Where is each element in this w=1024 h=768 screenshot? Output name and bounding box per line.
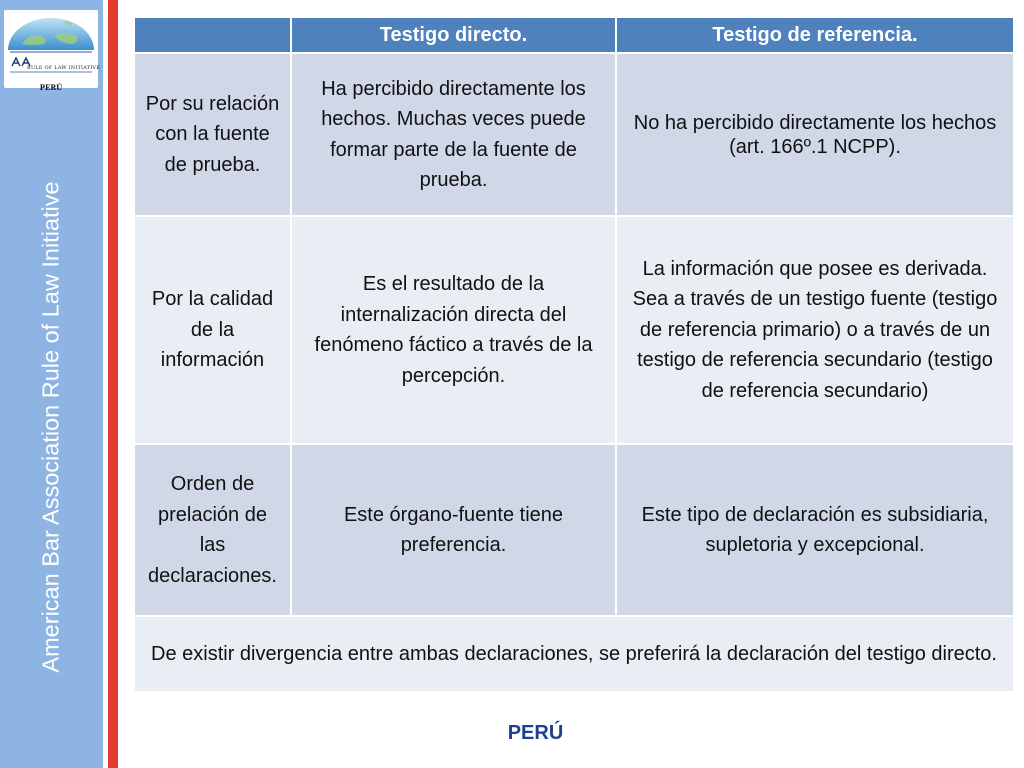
footer-country: PERÚ	[507, 722, 564, 744]
header-row	[134, 17, 1014, 53]
reference-cell: No ha percibido directamente los hechos (art. 166º.1 NCPP).	[616, 53, 1014, 216]
header-cell-direct: Testigo directo.	[291, 17, 616, 53]
globe-icon	[4, 10, 101, 88]
reference-cell: Este tipo de declaración es subsidiaria, supletoria y excepcional.	[616, 444, 1014, 616]
criterion-cell: Por la calidad de la información	[134, 216, 291, 444]
table-row	[134, 53, 1014, 216]
sidebar-accent-line	[108, 0, 118, 768]
logo-org-name: RULE OF LAW INITIATIVE	[27, 65, 101, 71]
vertical-title: American Bar Association Rule of Law Initiative	[37, 181, 64, 673]
header-cell-reference: Testigo de referencia.	[616, 17, 1014, 53]
criterion-cell: Por su relación con la fuente de prueba.	[134, 53, 291, 216]
criterion-cell: Orden de prelación de las declaraciones.	[134, 444, 291, 616]
direct-cell: Este órgano-fuente tiene preferencia.	[291, 444, 616, 616]
conclusion-row	[134, 616, 1014, 692]
header-cell-empty	[134, 17, 291, 53]
table-row	[134, 216, 1014, 444]
table-row	[134, 444, 1014, 616]
logo-country: PERÚ	[39, 83, 63, 92]
comparison-table	[133, 16, 1015, 693]
reference-cell: La información que posee es derivada. Sea a través de un testigo fuente (testigo de referencia primario) o a través de un testigo de referencia secundario (testigo de referencia secundario)	[616, 216, 1014, 444]
direct-cell: Es el resultado de la internalización directa del fenómeno fáctico a través de la percepción.	[291, 216, 616, 444]
conclusion-cell: De existir divergencia entre ambas declaraciones, se preferirá la declaración del testigo directo.	[134, 616, 1014, 692]
aba-rol-logo	[4, 10, 101, 92]
sidebar	[0, 0, 103, 768]
direct-cell: Ha percibido directamente los hechos. Muchas veces puede formar parte de la fuente de prueba.	[291, 53, 616, 216]
